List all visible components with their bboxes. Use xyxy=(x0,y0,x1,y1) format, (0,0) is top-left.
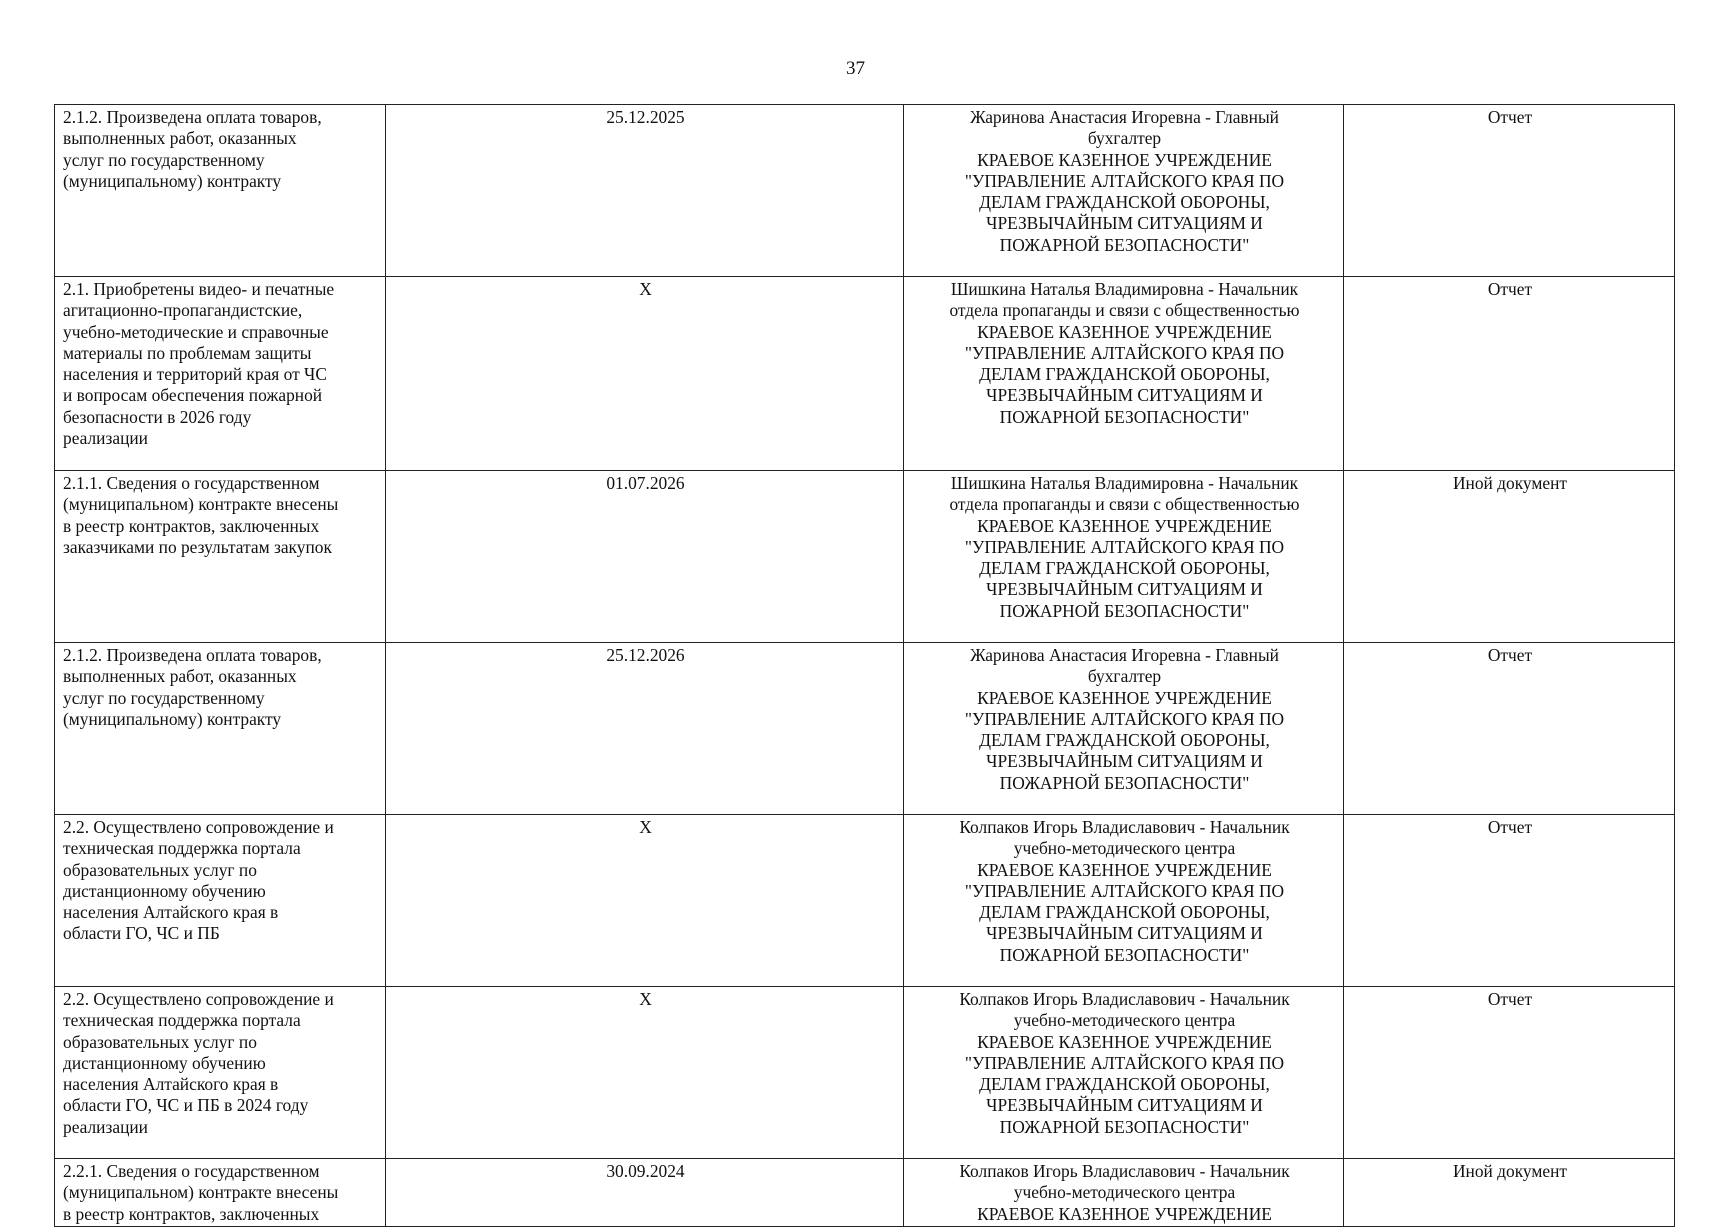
row-date-cell: X xyxy=(386,277,904,471)
row-responsible-cell: Шишкина Наталья Владимировна - Начальник отдела пропаганды и связи с общественностью КРАЕВОЕ КАЗЕННОЕ УЧРЕЖДЕНИЕ "УПРАВЛЕНИЕ АЛТАЙСКОГО КРАЯ ПО ДЕЛАМ ГРАЖДАНСКОЙ ОБОРОНЫ, ЧРЕЗВЫЧАЙНЫМ СИТУАЦИЯМ И ПОЖАРНОЙ БЕЗОПАСНОСТИ" xyxy=(904,471,1344,643)
row-date-cell: 25.12.2025 xyxy=(386,105,904,277)
row-name-cell: 2.1.2. Произведена оплата товаров, выполненных работ, оказанных услуг по государственному (муниципальному) контракту xyxy=(55,643,386,815)
row-date-cell: 01.07.2026 xyxy=(386,471,904,643)
table-row xyxy=(55,471,1675,643)
table-row xyxy=(55,643,1675,815)
row-name-cell: 2.1.1. Сведения о государственном (муниципальном) контракте внесены в реестр контрактов, заключенных заказчиками по результатам закупок xyxy=(55,471,386,643)
table-row xyxy=(55,277,1675,471)
row-document-cell: Отчет xyxy=(1344,277,1675,471)
row-name-cell: 2.1.2. Произведена оплата товаров, выполненных работ, оказанных услуг по государственному (муниципальному) контракту xyxy=(55,105,386,277)
row-document-cell: Отчет xyxy=(1344,105,1675,277)
table-row xyxy=(55,1159,1675,1227)
control-points-table xyxy=(54,104,1675,1227)
table-row xyxy=(55,987,1675,1159)
row-responsible-cell: Колпаков Игорь Владиславович - Начальник учебно-методического центра КРАЕВОЕ КАЗЕННОЕ УЧРЕЖДЕНИЕ "УПРАВЛЕНИЕ АЛТАЙСКОГО КРАЯ ПО ДЕЛАМ ГРАЖДАНСКОЙ ОБОРОНЫ, ЧРЕЗВЫЧАЙНЫМ СИТУАЦИЯМ И ПОЖАРНОЙ БЕЗОПАСНОСТИ" xyxy=(904,987,1344,1159)
row-date-cell: X xyxy=(386,987,904,1159)
row-responsible-cell: Жаринова Анастасия Игоревна - Главный бухгалтер КРАЕВОЕ КАЗЕННОЕ УЧРЕЖДЕНИЕ "УПРАВЛЕНИЕ АЛТАЙСКОГО КРАЯ ПО ДЕЛАМ ГРАЖДАНСКОЙ ОБОРОНЫ, ЧРЕЗВЫЧАЙНЫМ СИТУАЦИЯМ И ПОЖАРНОЙ БЕЗОПАСНОСТИ" xyxy=(904,643,1344,815)
row-document-cell: Отчет xyxy=(1344,987,1675,1159)
row-date-cell: X xyxy=(386,815,904,987)
row-date-cell: 25.12.2026 xyxy=(386,643,904,815)
row-document-cell: Отчет xyxy=(1344,815,1675,987)
row-responsible-cell: Жаринова Анастасия Игоревна - Главный бухгалтер КРАЕВОЕ КАЗЕННОЕ УЧРЕЖДЕНИЕ "УПРАВЛЕНИЕ АЛТАЙСКОГО КРАЯ ПО ДЕЛАМ ГРАЖДАНСКОЙ ОБОРОНЫ, ЧРЕЗВЫЧАЙНЫМ СИТУАЦИЯМ И ПОЖАРНОЙ БЕЗОПАСНОСТИ" xyxy=(904,105,1344,277)
page-number: 37 xyxy=(846,58,865,79)
row-document-cell: Иной документ xyxy=(1344,471,1675,643)
row-responsible-cell: Колпаков Игорь Владиславович - Начальник учебно-методического центра КРАЕВОЕ КАЗЕННОЕ УЧРЕЖДЕНИЕ xyxy=(904,1159,1344,1227)
row-date-cell: 30.09.2024 xyxy=(386,1159,904,1227)
row-name-cell: 2.1. Приобретены видео- и печатные агитационно-пропагандистские, учебно-методические и справочные материалы по проблемам защиты населения и территорий края от ЧС и вопросам обеспечения пожарной безопасности в 2026 году реализации xyxy=(55,277,386,471)
row-document-cell: Иной документ xyxy=(1344,1159,1675,1227)
table-row xyxy=(55,105,1675,277)
row-document-cell: Отчет xyxy=(1344,643,1675,815)
row-responsible-cell: Шишкина Наталья Владимировна - Начальник отдела пропаганды и связи с общественностью КРАЕВОЕ КАЗЕННОЕ УЧРЕЖДЕНИЕ "УПРАВЛЕНИЕ АЛТАЙСКОГО КРАЯ ПО ДЕЛАМ ГРАЖДАНСКОЙ ОБОРОНЫ, ЧРЕЗВЫЧАЙНЫМ СИТУАЦИЯМ И ПОЖАРНОЙ БЕЗОПАСНОСТИ" xyxy=(904,277,1344,471)
table-row xyxy=(55,815,1675,987)
row-name-cell: 2.2. Осуществлено сопровождение и техническая поддержка портала образовательных услуг по дистанционному обучению населения Алтайского края в области ГО, ЧС и ПБ xyxy=(55,815,386,987)
row-name-cell: 2.2.1. Сведения о государственном (муниципальном) контракте внесены в реестр контрактов, заключенных xyxy=(55,1159,386,1227)
row-responsible-cell: Колпаков Игорь Владиславович - Начальник учебно-методического центра КРАЕВОЕ КАЗЕННОЕ УЧРЕЖДЕНИЕ "УПРАВЛЕНИЕ АЛТАЙСКОГО КРАЯ ПО ДЕЛАМ ГРАЖДАНСКОЙ ОБОРОНЫ, ЧРЕЗВЫЧАЙНЫМ СИТУАЦИЯМ И ПОЖАРНОЙ БЕЗОПАСНОСТИ" xyxy=(904,815,1344,987)
row-name-cell: 2.2. Осуществлено сопровождение и техническая поддержка портала образовательных услуг по дистанционному обучению населения Алтайского края в области ГО, ЧС и ПБ в 2024 году реализации xyxy=(55,987,386,1159)
